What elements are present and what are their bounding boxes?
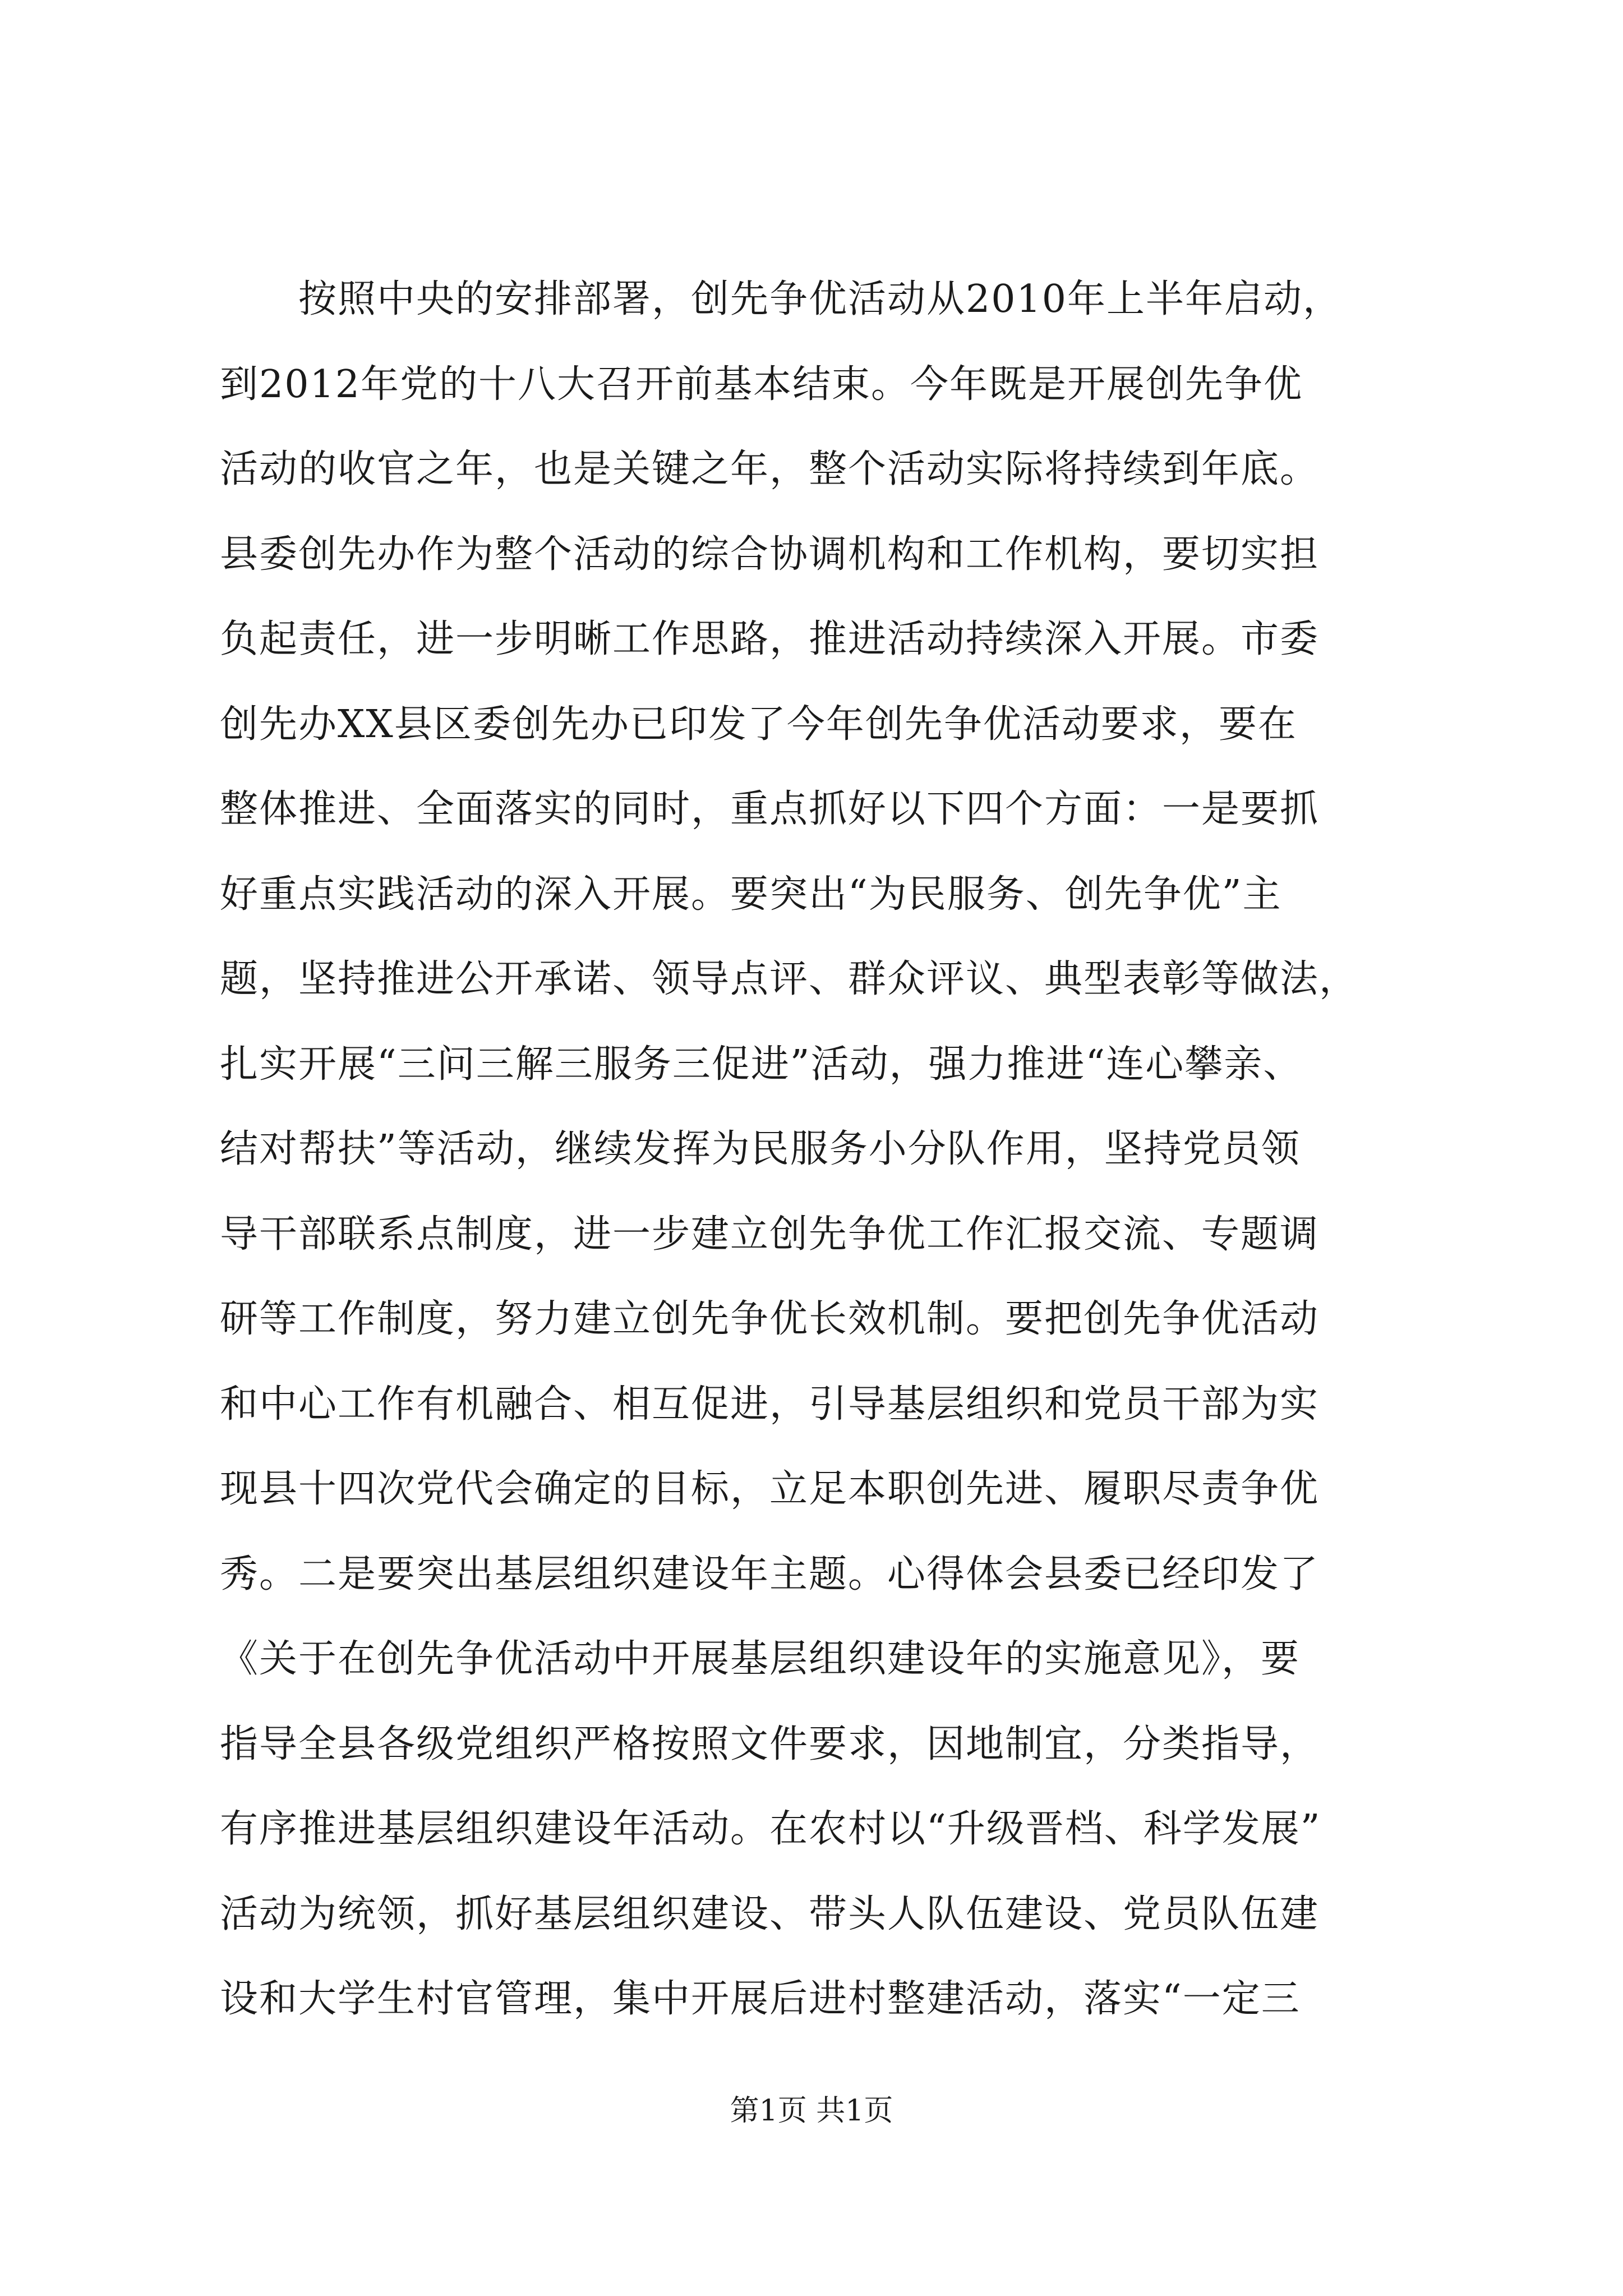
text-line: 县委创先办作为整个活动的综合协调机构和工作机构，要切实担 xyxy=(220,532,1320,577)
text-line: 负起责任，进一步明晰工作思路，推进活动持续深入开展。市委 xyxy=(220,617,1320,661)
text-line: 活动的收官之年，也是关键之年，整个活动实际将持续到年底。 xyxy=(220,447,1320,491)
text-line: 设和大学生村官管理，集中开展后进村整建活动，落实“一定三 xyxy=(220,1977,1301,2021)
text-line: 《关于在创先争优活动中开展基层组织建设年的实施意见》，要 xyxy=(220,1637,1301,1681)
text-line: 按照中央的安排部署，创先争优活动从2010年上半年启动， xyxy=(220,277,1343,321)
text-line: 创先办XX县区委创先办已印发了今年创先争优活动要求，要在 xyxy=(220,702,1297,747)
text-line: 导干部联系点制度，进一步建立创先争优工作汇报交流、专题调 xyxy=(220,1212,1320,1257)
text-line: 整体推进、全面落实的同时，重点抓好以下四个方面：一是要抓 xyxy=(220,787,1320,831)
text-line: 题，坚持推进公开承诺、领导点评、群众评议、典型表彰等做法， xyxy=(220,957,1359,1001)
text-line: 有序推进基层组织建设年活动。在农村以“升级晋档、科学发展” xyxy=(220,1807,1321,1851)
text-line: 到2012年党的十八大召开前基本结束。今年既是开展创先争优 xyxy=(220,362,1303,407)
text-line: 和中心工作有机融合、相互促进，引导基层组织和党员干部为实 xyxy=(220,1382,1320,1427)
text-line: 现县十四次党代会确定的目标，立足本职创先进、履职尽责争优 xyxy=(220,1467,1320,1511)
body-paragraph xyxy=(220,257,1409,2042)
text-line: 研等工作制度，努力建立创先争优长效机制。要把创先争优活动 xyxy=(220,1297,1320,1341)
text-line: 扎实开展“三问三解三服务三促进”活动，强力推进“连心攀亲、 xyxy=(220,1042,1303,1087)
text-line: 秀。二是要突出基层组织建设年主题。心得体会县委已经印发了 xyxy=(220,1552,1320,1596)
text-line: 活动为统领，抓好基层组织建设、带头人队伍建设、党员队伍建 xyxy=(220,1892,1320,1936)
page-number-footer: 第1页 共1页 xyxy=(730,2094,893,2128)
text-line: 结对帮扶”等活动，继续发挥为民服务小分队作用，坚持党员领 xyxy=(220,1127,1301,1171)
text-line: 好重点实践活动的深入开展。要突出“为民服务、创先争优”主 xyxy=(220,872,1282,917)
text-line: 指导全县各级党组织严格按照文件要求，因地制宜，分类指导， xyxy=(220,1722,1320,1766)
